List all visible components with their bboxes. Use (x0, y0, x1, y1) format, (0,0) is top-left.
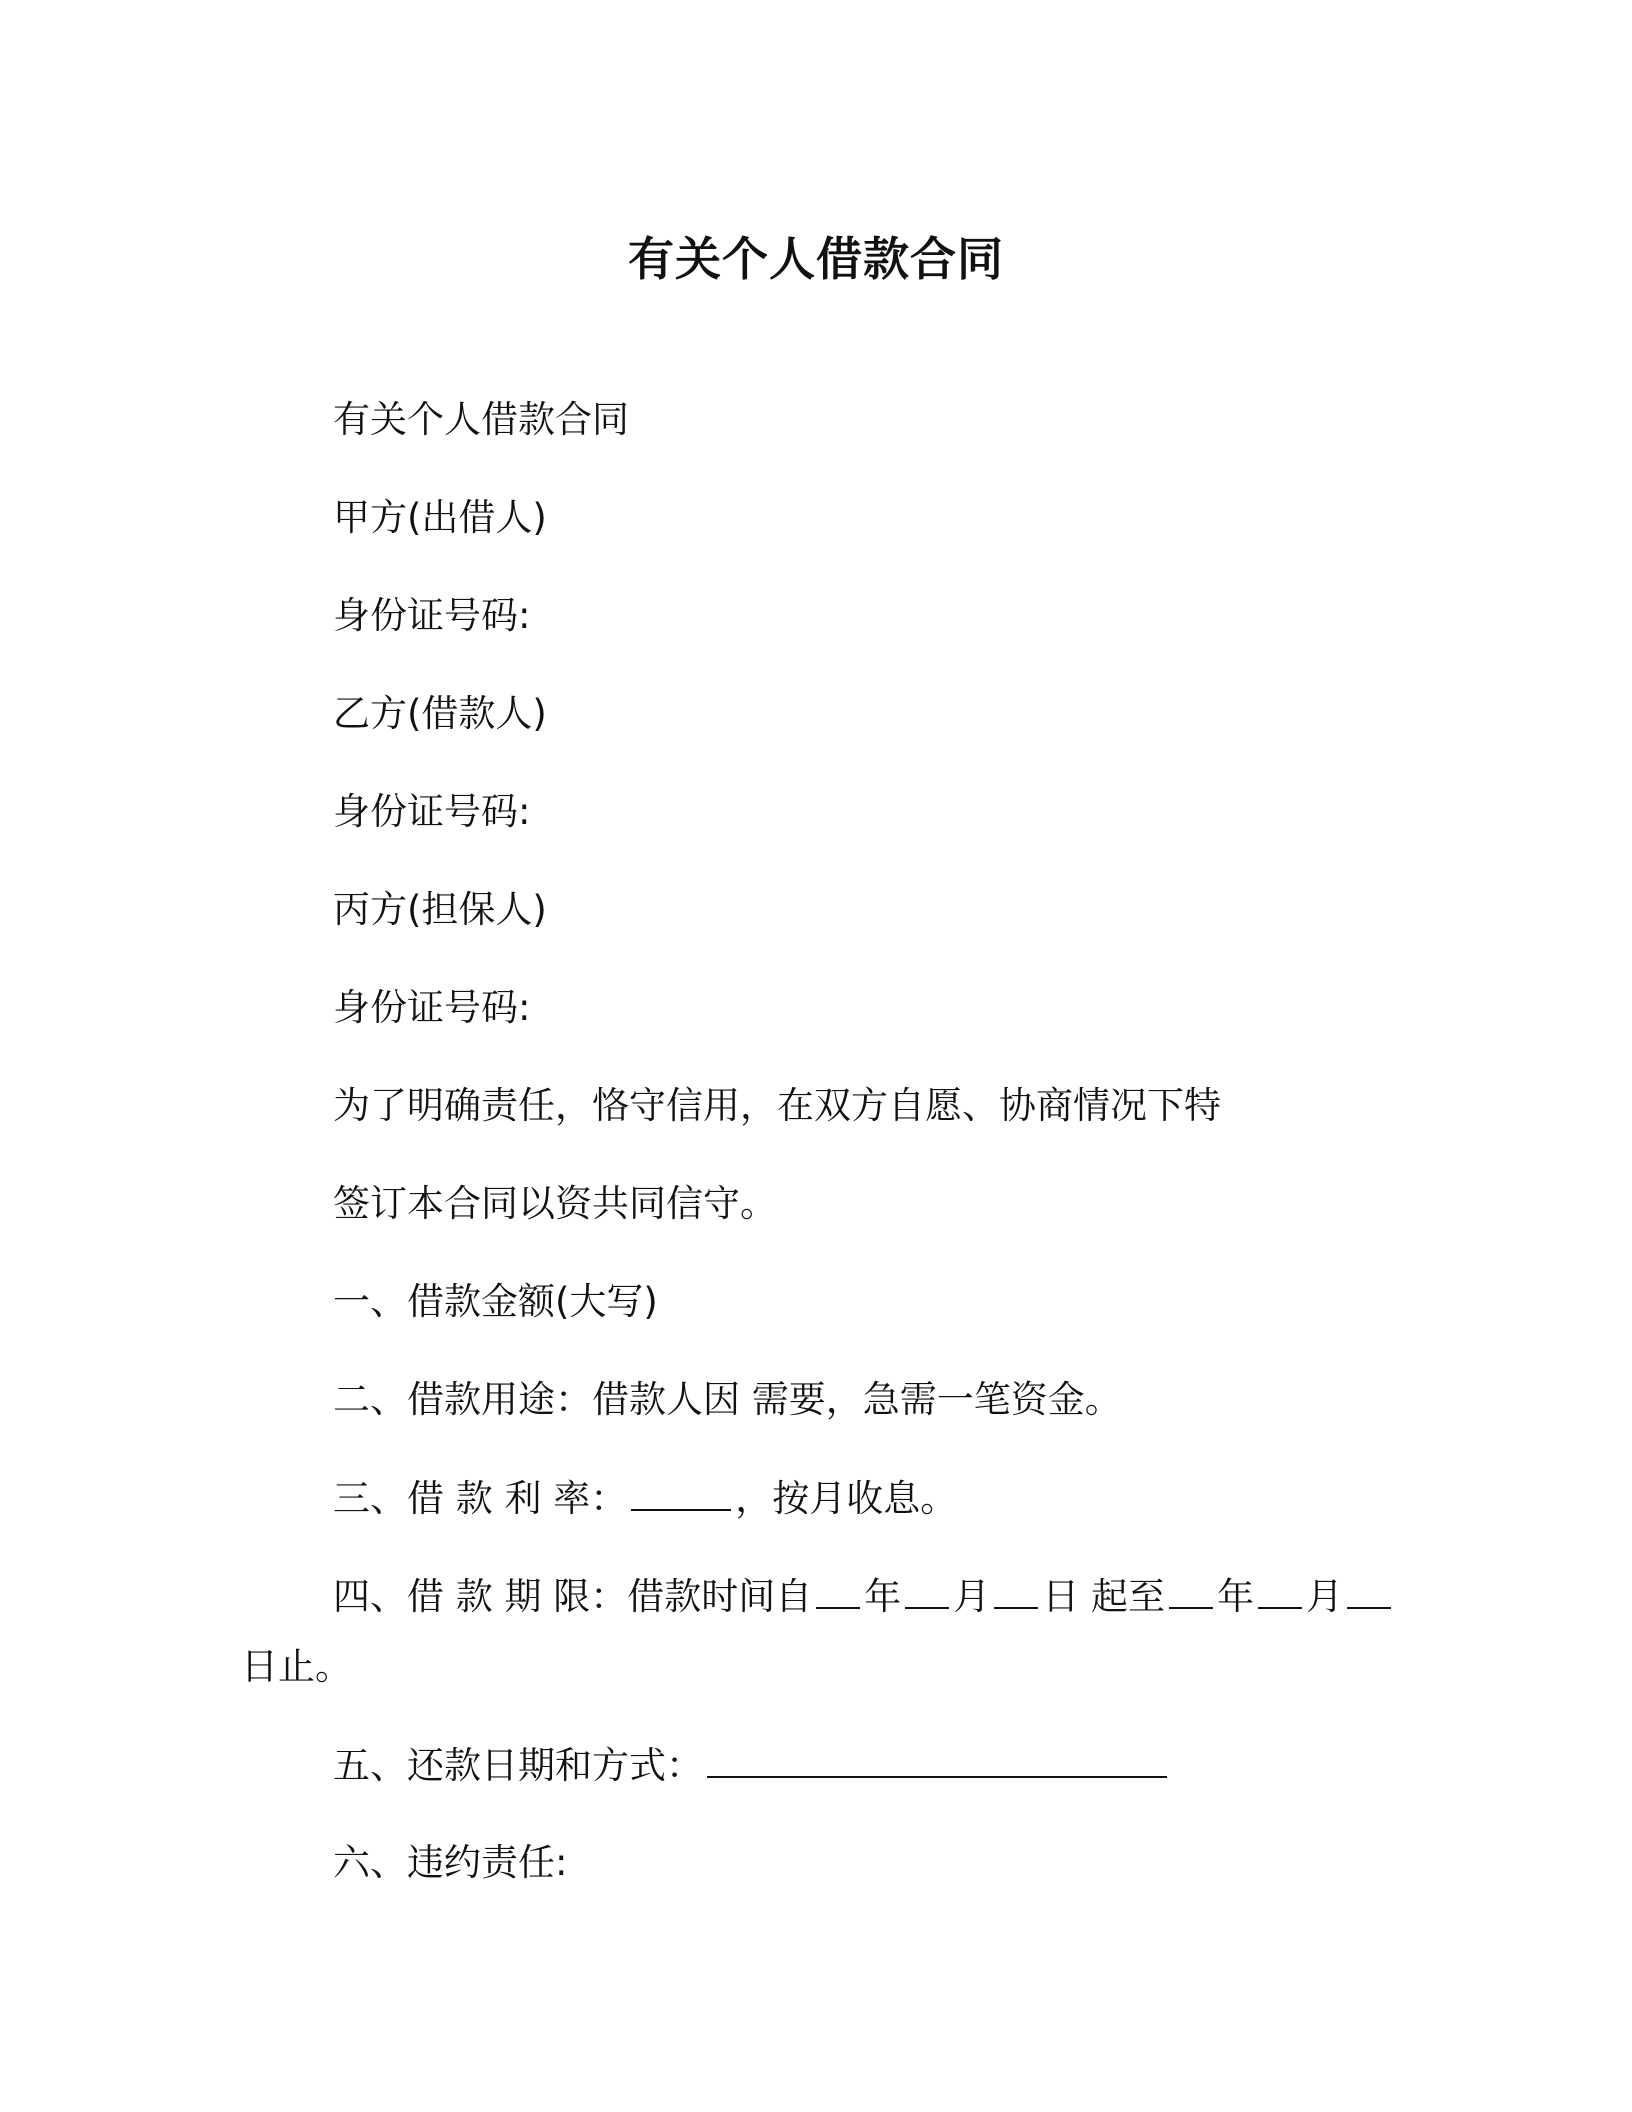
clause-4-wrap: 日止。 (241, 1645, 352, 1688)
subtitle-line: 有关个人借款合同 (333, 398, 629, 441)
clause-2-purpose: 二、借款用途：借款人因 需要，急需一笔资金。 (333, 1378, 1122, 1421)
start-year-unit: 年 (864, 1575, 902, 1618)
end-month-unit: 月 (1306, 1575, 1344, 1618)
preamble-line-2: 签订本合同以资共同信守。 (333, 1182, 777, 1225)
end-day-blank (1347, 1571, 1391, 1609)
clause-3-interest (333, 1473, 957, 1524)
party-a-line: 甲方(出借人) (333, 496, 547, 539)
party-b-line: 乙方(借款人) (333, 692, 547, 735)
preamble-line-1: 为了明确责任，恪守信用，在双方自愿、协商情况下特 (333, 1084, 1221, 1127)
interest-rate-blank (631, 1473, 731, 1511)
party-c-id-line: 身份证号码: (333, 986, 531, 1029)
start-month-unit: 月 (953, 1575, 991, 1618)
start-day-unit: 日 起至 (1042, 1575, 1166, 1618)
start-day-blank (994, 1571, 1038, 1609)
start-month-blank (905, 1571, 949, 1609)
clause-4-term (333, 1571, 1395, 1622)
party-c-line: 丙方(担保人) (333, 888, 547, 931)
clause-3-label: 三、借 款 利 率： (333, 1477, 628, 1520)
repayment-blank (707, 1740, 1167, 1778)
party-a-id-line: 身份证号码: (333, 594, 531, 637)
end-year-unit: 年 (1217, 1575, 1255, 1618)
party-b-id-line: 身份证号码: (333, 790, 531, 833)
start-year-blank (816, 1571, 860, 1609)
clause-6-liability: 六、违约责任: (333, 1841, 568, 1884)
end-year-blank (1169, 1571, 1213, 1609)
clause-5-repayment (333, 1740, 1171, 1791)
clause-1-amount: 一、借款金额(大写) (333, 1280, 658, 1323)
clause-5-label: 五、还款日期和方式： (333, 1744, 703, 1787)
clause-4-label: 四、借 款 期 限：借款时间自 (333, 1575, 813, 1618)
clause-3-suffix: ，按月收息。 (735, 1477, 958, 1520)
end-month-blank (1258, 1571, 1302, 1609)
document-title: 有关个人借款合同 (628, 232, 1004, 286)
